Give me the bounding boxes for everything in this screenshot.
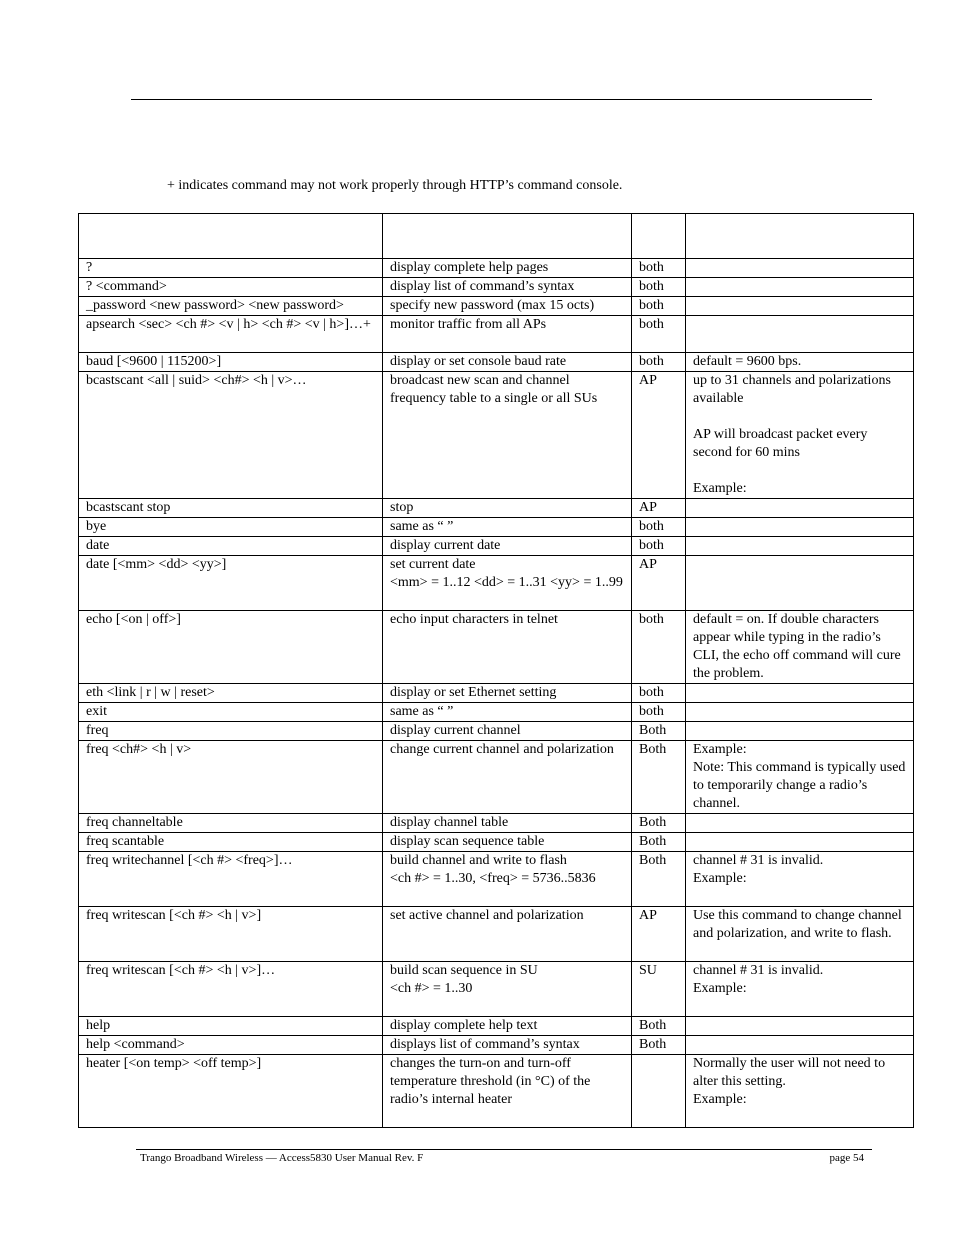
command-table [78,213,914,1128]
remarks-cell [686,722,914,741]
footer-rule [136,1149,872,1150]
header-command [79,214,383,259]
command-cell: date [<mm> <dd> <yy>] [79,556,383,611]
table-row [79,1055,914,1128]
mode-cell: both [632,611,686,684]
description-cell: broadcast new scan and channel frequency table to a single or all SUs [383,372,632,499]
table-row [79,703,914,722]
mode-cell: SU [632,962,686,1017]
remarks-cell [686,1036,914,1055]
table-row [79,499,914,518]
command-cell: date [79,537,383,556]
description-cell: display complete help pages [383,259,632,278]
remarks-cell [686,833,914,852]
remarks-cell: Example: Note: This command is typically used to temporarily change a radio’s channel. [686,741,914,814]
mode-cell: both [632,518,686,537]
command-cell: freq channeltable [79,814,383,833]
description-cell: same as “ ” [383,518,632,537]
description-cell: displays list of command’s syntax [383,1036,632,1055]
remarks-cell: up to 31 channels and polarizations available AP will broadcast packet every second for 60 mins Example: [686,372,914,499]
mode-cell: both [632,259,686,278]
header-remarks [686,214,914,259]
remarks-cell [686,556,914,611]
command-cell: echo [<on | off>] [79,611,383,684]
description-cell: display channel table [383,814,632,833]
description-cell: set current date <mm> = 1..12 <dd> = 1..31 <yy> = 1..99 [383,556,632,611]
remarks-cell [686,703,914,722]
mode-cell: Both [632,833,686,852]
command-cell: ? <command> [79,278,383,297]
table-row [79,722,914,741]
command-cell: apsearch <sec> <ch #> <v | h> <ch #> <v | h>]…+ [79,316,383,353]
command-cell: freq scantable [79,833,383,852]
mode-cell: both [632,684,686,703]
remarks-cell [686,1017,914,1036]
description-cell: build channel and write to flash <ch #> = 1..30, <freq> = 5736..5836 [383,852,632,907]
description-cell: monitor traffic from all APs [383,316,632,353]
description-cell: display current date [383,537,632,556]
command-cell: help <command> [79,1036,383,1055]
command-cell: eth <link | r | w | reset> [79,684,383,703]
mode-cell: both [632,703,686,722]
command-cell: freq writescan [<ch #> <h | v>]… [79,962,383,1017]
command-cell: bcastscant stop [79,499,383,518]
table-row [79,962,914,1017]
remarks-cell [686,316,914,353]
remarks-cell: Use this command to change channel and polarization, and write to flash. [686,907,914,962]
mode-cell: Both [632,1017,686,1036]
mode-cell: both [632,353,686,372]
table-row [79,907,914,962]
description-cell: build scan sequence in SU <ch #> = 1..30 [383,962,632,1017]
header-mode [632,214,686,259]
command-cell: help [79,1017,383,1036]
table-row [79,278,914,297]
mode-cell: AP [632,907,686,962]
description-cell: display complete help text [383,1017,632,1036]
remarks-cell [686,684,914,703]
command-cell: heater [<on temp> <off temp>] [79,1055,383,1128]
remarks-cell: default = 9600 bps. [686,353,914,372]
mode-cell: both [632,297,686,316]
remarks-cell [686,499,914,518]
mode-cell: AP [632,372,686,499]
mode-cell: Both [632,722,686,741]
mode-cell: both [632,537,686,556]
mode-cell: Both [632,1036,686,1055]
table-row [79,556,914,611]
description-cell: changes the turn-on and turn-off temperature threshold (in °C) of the radio’s internal heater [383,1055,632,1128]
command-cell: freq writechannel [<ch #> <freq>]… [79,852,383,907]
table-row [79,1017,914,1036]
table-row [79,741,914,814]
description-cell: specify new password (max 15 octs) [383,297,632,316]
command-cell: exit [79,703,383,722]
remarks-cell [686,518,914,537]
command-cell: freq <ch#> <h | v> [79,741,383,814]
table-row [79,1036,914,1055]
http-console-note: + indicates command may not work properly through HTTP’s command console. [167,178,623,193]
table-row [79,297,914,316]
table-row [79,518,914,537]
mode-cell: Both [632,814,686,833]
mode-cell [632,1055,686,1128]
page-number: page 54 [829,1152,864,1164]
description-cell: same as “ ” [383,703,632,722]
header-description [383,214,632,259]
command-cell: bye [79,518,383,537]
description-cell: display or set console baud rate [383,353,632,372]
remarks-cell: Normally the user will not need to alter this setting. Example: [686,1055,914,1128]
description-cell: stop [383,499,632,518]
table-row [79,372,914,499]
command-cell: baud [<9600 | 115200>] [79,353,383,372]
description-cell: display or set Ethernet setting [383,684,632,703]
table-row [79,316,914,353]
description-cell: display current channel [383,722,632,741]
description-cell: echo input characters in telnet [383,611,632,684]
description-cell: set active channel and polarization [383,907,632,962]
mode-cell: Both [632,852,686,907]
remarks-cell [686,278,914,297]
description-cell: display list of command’s syntax [383,278,632,297]
description-cell: change current channel and polarization [383,741,632,814]
mode-cell: Both [632,741,686,814]
table-row [79,852,914,907]
table-header-row [79,214,914,259]
table-row [79,814,914,833]
remarks-cell [686,297,914,316]
table-row [79,833,914,852]
mode-cell: AP [632,499,686,518]
footer-title: Trango Broadband Wireless — Access5830 User Manual Rev. F [140,1152,424,1164]
mode-cell: AP [632,556,686,611]
header-rule [131,99,872,100]
remarks-cell: channel # 31 is invalid. Example: [686,962,914,1017]
table-row [79,353,914,372]
remarks-cell [686,814,914,833]
remarks-cell [686,259,914,278]
mode-cell: both [632,316,686,353]
remarks-cell [686,537,914,556]
table-row [79,611,914,684]
command-cell: freq writescan [<ch #> <h | v>] [79,907,383,962]
command-cell: ? [79,259,383,278]
table-row [79,259,914,278]
description-cell: display scan sequence table [383,833,632,852]
table-row [79,684,914,703]
remarks-cell: channel # 31 is invalid. Example: [686,852,914,907]
mode-cell: both [632,278,686,297]
table-body [79,259,914,1128]
command-cell: freq [79,722,383,741]
command-cell: bcastscant <all | suid> <ch#> <h | v>… [79,372,383,499]
command-cell: _password <new password> <new password> [79,297,383,316]
table-row [79,537,914,556]
remarks-cell: default = on. If double characters appear while typing in the radio’s CLI, the echo off command will cure the problem. [686,611,914,684]
